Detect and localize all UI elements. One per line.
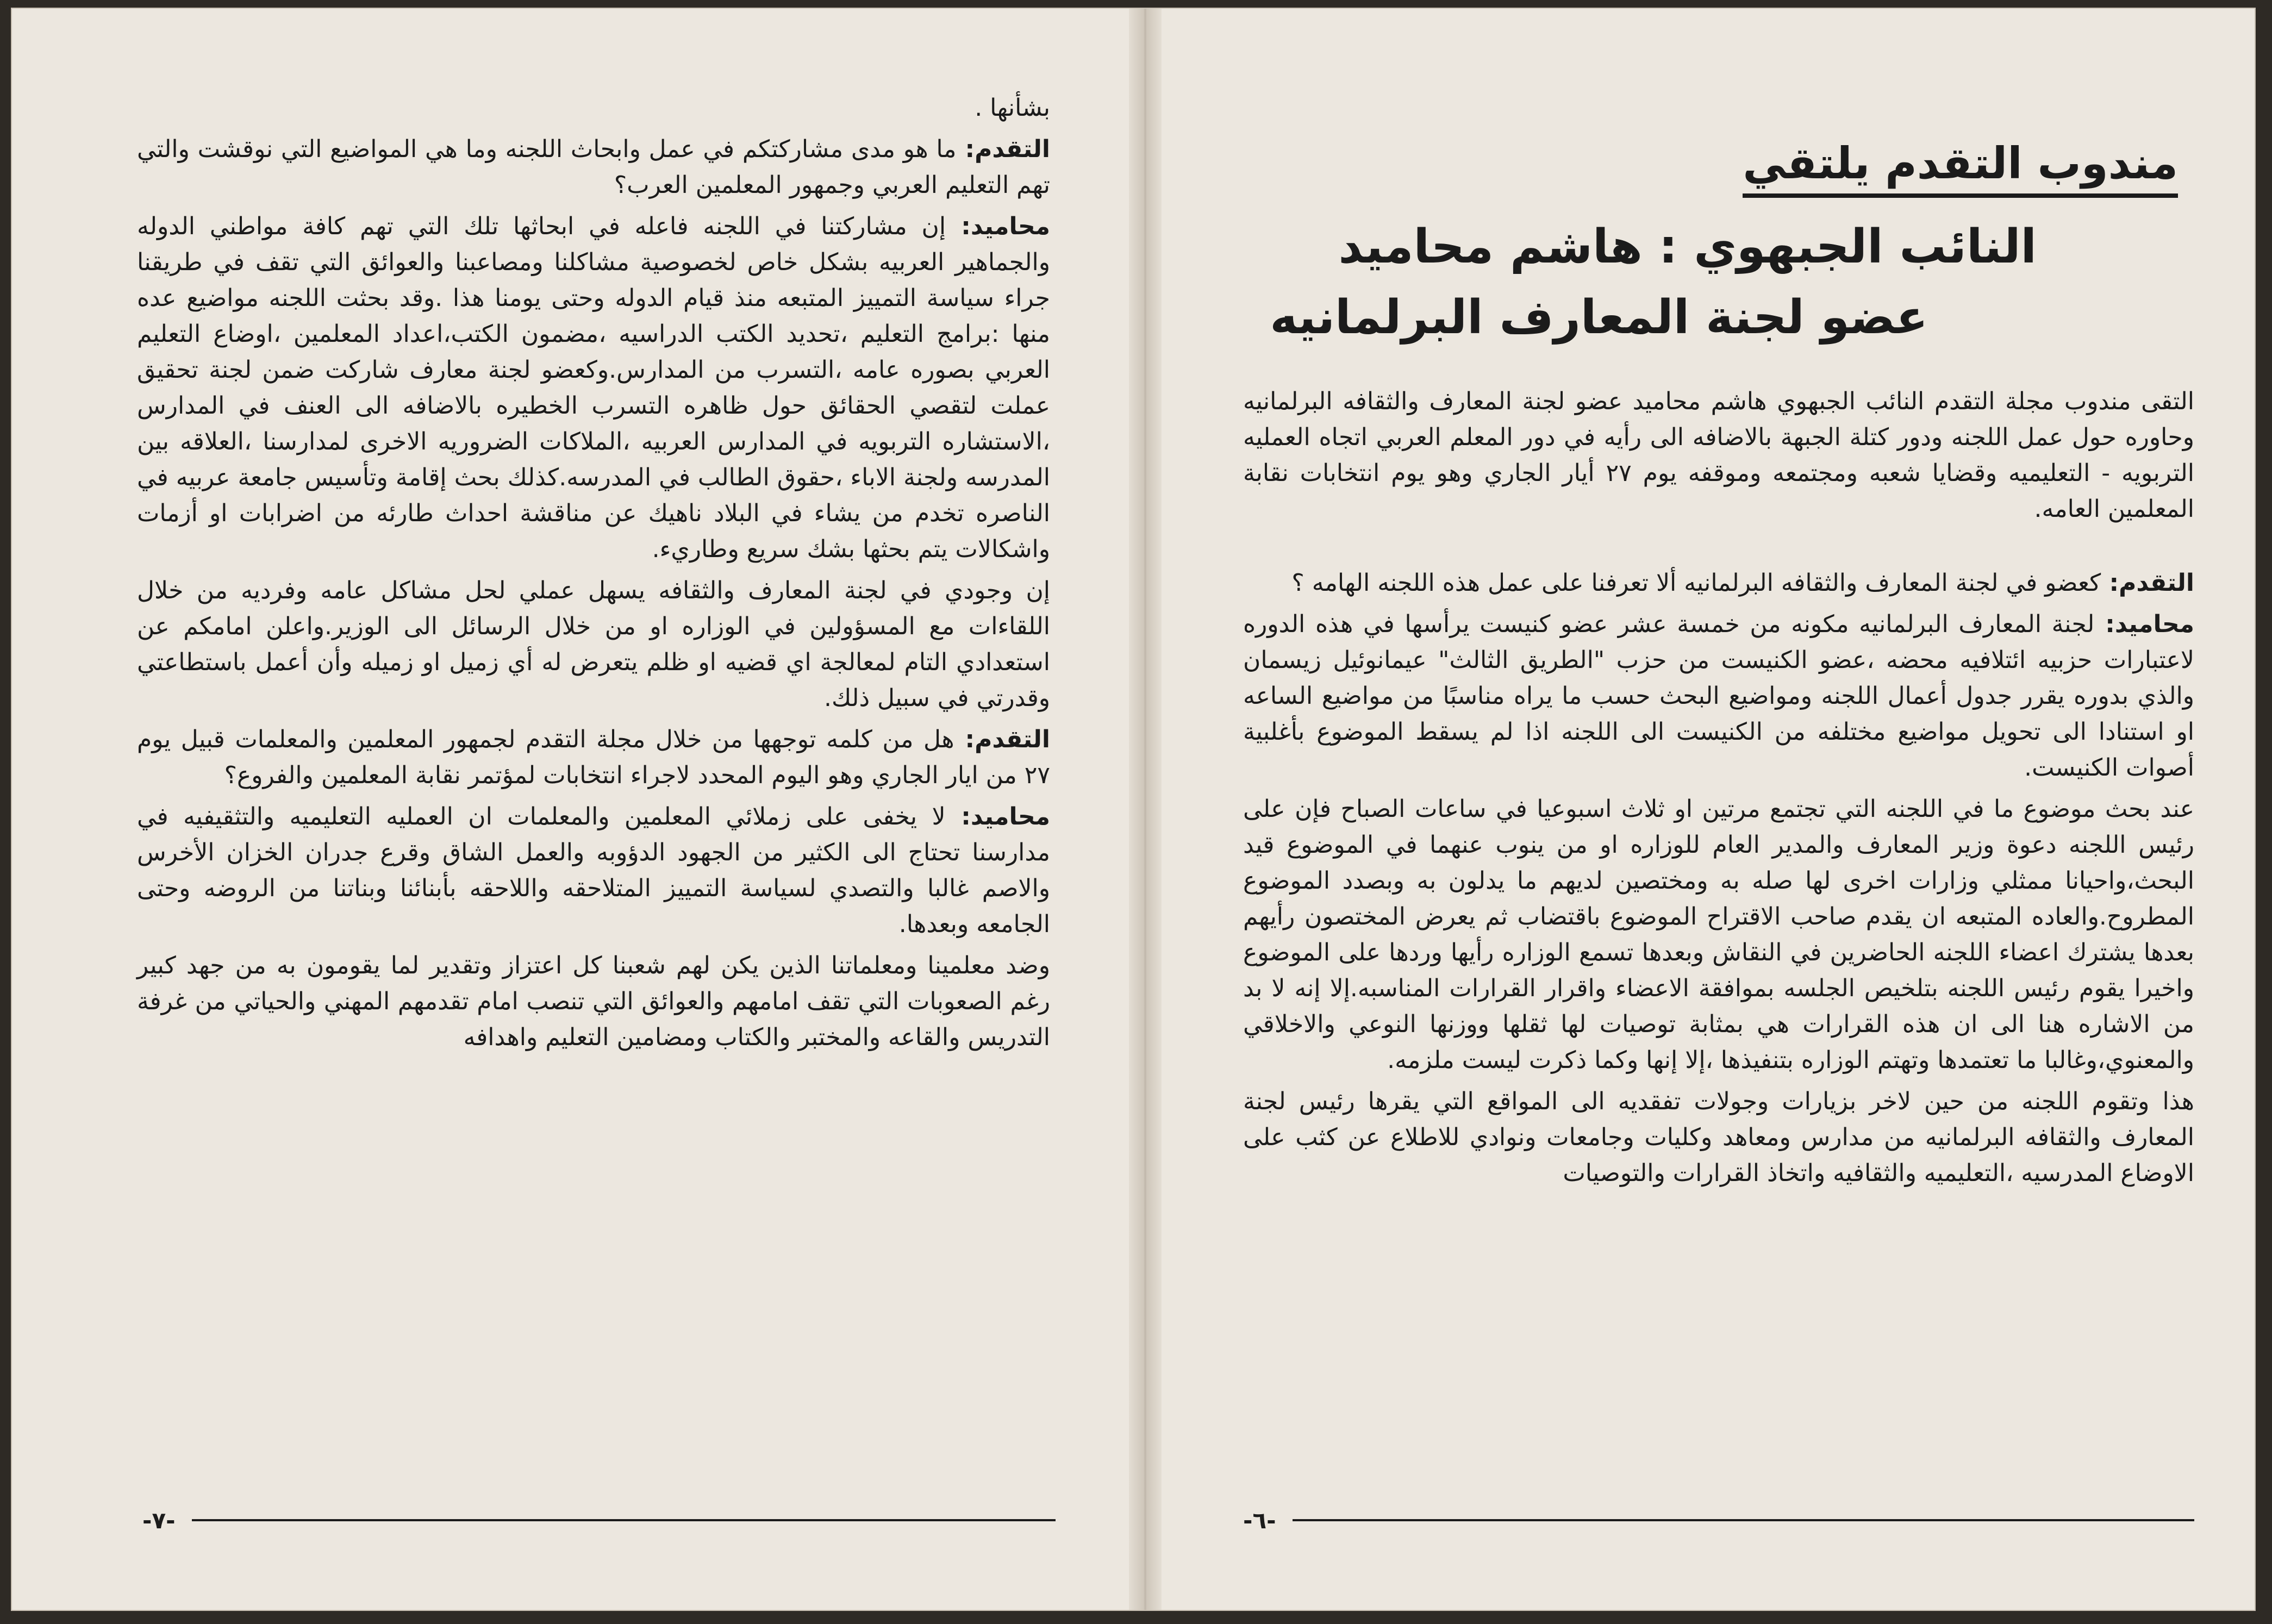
left-page-body xyxy=(137,90,1050,1061)
speaker-label: محاميد: xyxy=(2094,610,2194,638)
footer-rule xyxy=(192,1519,1056,1521)
paragraph-text: عند بحث موضوع ما في اللجنه التي تجتمع مرتين او ثلاث اسبوعيا في ساعات الصباح فإن على رئيس اللجنه دعوة وزير المعارف والمدير العام للوزاره او من ينوب عنهما في الموضوع قيد البحث،واحيانا ممثلي وزارات اخرى لها صله به ومختصين لديهم ما يدلون به وبصدد الموضوع المطروح.والعاده المتبعه ان يقدم صاحب الاقتراح الموضوع باقتضاب ثم يعرض المختصون رأيهم بعدها يشترك اعضاء اللجنه الحاضرين في النقاش وبعدها تسمع الوزاره رأيها وردها على الموضوع واخيرا يقوم رئيس اللجنه بتلخيص الجلسه بموافقة الاعضاء واقرار القرارات المناسبه.إلا إنه لا بد من الاشاره هنا الى ان هذه القرارات هي بمثابة توصيات لها ثقلها ووزنها النوعي والاخلاقي والمعنوي،وغالبا ما تعتمدها وتهتم الوزاره بتنفيذها ،إلا إنها وكما ذكرت ليست ملزمه. xyxy=(1243,795,2194,1074)
paragraph xyxy=(1243,1084,2194,1191)
booklet-spread xyxy=(11,8,2256,1611)
paragraph-text: ما هو مدى مشاركتكم في عمل وابحاث اللجنه وما هي المواضيع التي نوقشت والتي تهم التعليم العربي وجمهور المعلمين العرب؟ xyxy=(137,135,1050,199)
heading-subtitle: عضو لجنة المعارف البرلمانيه xyxy=(1270,290,1928,345)
page-footer xyxy=(142,1507,1056,1534)
page-left xyxy=(12,9,1129,1610)
page-number: -٦- xyxy=(1243,1507,1276,1534)
paragraph xyxy=(137,799,1050,942)
paragraph xyxy=(1243,384,2194,527)
right-page-body xyxy=(1243,384,2194,1197)
speaker-label: التقدم: xyxy=(954,726,1050,753)
paragraph-text: إن وجودي في لجنة المعارف والثقافه يسهل عملي لحل مشاكل عامه وفرديه من خلال اللقاءات مع المسؤولين في الوزاره او من خلال الرسائل الى الوزير.واعلن امامكم عن استعدادي التام لمعالجة اي قضيه او ظلم يتعرض له أي زميل او زميله وأن أعمل باستطاعتي وقدرتي في سبيل ذلك. xyxy=(137,577,1050,712)
paragraph-text: هل من كلمه توجهها من خلال مجلة التقدم لجمهور المعلمين والمعلمات قبيل يوم ٢٧ من ايار الجاري وهو اليوم المحدد لاجراء انتخابات لمؤتمر نقابة المعلمين والفروع؟ xyxy=(137,726,1050,789)
paragraph-text: لا يخفى على زملائي المعلمين والمعلمات ان العمليه التعليميه والتثقيفيه في مدارسنا تحتاج الى الكثير من الجهود الدؤوبه والعمل الشاق وقرع جدران الخزان الأخرس والاصم غالبا والتصدي لسياسة التمييز المتلاحقه واللاحقه بأبنائنا وبناتنا من الروضه وحتى الجامعه وبعدها. xyxy=(137,803,1050,938)
speaker-label: محاميد: xyxy=(946,213,1050,240)
heading-kicker: مندوب التقدم يلتقي xyxy=(1743,134,2178,198)
paragraph-text: كعضو في لجنة المعارف والثقافه البرلمانيه ألا تعرفنا على عمل هذه اللجنه الهامه ؟ xyxy=(1291,569,2101,597)
speaker-label: التقدم: xyxy=(2101,569,2194,597)
paragraph xyxy=(137,90,1050,126)
page-footer xyxy=(1243,1507,2194,1534)
paragraph-text: إن مشاركتنا في اللجنه فاعله في ابحاثها تلك التي تهم كافة مواطني الدوله والجماهير العربيه بشكل خاص لخصوصية مشاكلنا ومصاعبنا والعوائق التي تقف في طريقنا جراء سياسة التمييز المتبعه منذ قيام الدوله وحتى يومنا هذا .وقد بحثت اللجنه مواضيع عده منها :برامج التعليم ،تحديد الكتب الدراسيه ،مضمون الكتب،اعداد المعلمين ،اوضاع التعليم العربي بصوره عامه ،التسرب من المدارس.وكعضو لجنة معارف شاركت ضمن لجنة تحقيق عملت لتقصي الحقائق حول ظاهره التسرب الخطيره بالاضافه الى العنف في المدارس ،الاستشاره التربويه في المدارس العربيه ،الملاكات الضروريه الاخرى لمدارسنا ،العلاقه بين المدرسه ولجنة الاباء ،حقوق الطالب في المدرسه.كذلك بحث إقامة وتأسيس جامعة عربيه في الناصره تخدم من يشاء في البلاد ناهيك عن مناقشة احداث طارئه من اضرابات او أزمات واشكالات يتم بحثها بشك سريع وطاريء. xyxy=(137,213,1050,563)
heading-title: النائب الجبهوي : هاشم محاميد xyxy=(1338,220,2037,274)
page-gutter xyxy=(1129,9,1162,1610)
speaker-label: التقدم: xyxy=(956,135,1051,163)
paragraph-text: وضد معلمينا ومعلماتنا الذين يكن لهم شعبنا كل اعتزاز وتقدير لما يقومون به من جهد كبير رغم الصعوبات التي تقف امامهم والعوائق التي تنصب امام تقدمهم المهني والحياتي من غرفة التدريس والقاعه والمختبر والكتاب ومضامين التعليم واهدافه xyxy=(137,952,1050,1051)
article-heading xyxy=(1243,134,2200,350)
paragraph xyxy=(137,573,1050,716)
paragraph-text: بشأنها . xyxy=(975,94,1050,122)
paragraph xyxy=(1243,607,2194,786)
speaker-label: محاميد: xyxy=(945,803,1050,830)
page-number: -٧- xyxy=(142,1507,176,1534)
paragraph-text: لجنة المعارف البرلمانيه مكونه من خمسة عشر عضو كنيست يرأسها في هذه الدوره لاعتبارات حزبيه ائتلافيه محضه ،عضو الكنيست من حزب "الطريق الثالث" عيمانوئيل زيسمان والذي بدوره يقرر جدول أعمال اللجنه ومواضيع البحث حسب ما يراه مناسبًا من مواضيع الساعه او استنادا الى تحويل مواضيع مختلفه من الكنيست الى اللجنه اذا لم يسقط الموضوع بأغلبية أصوات الكنيست. xyxy=(1243,610,2194,782)
page-right xyxy=(1162,9,2257,1610)
paragraph xyxy=(137,209,1050,567)
paragraph xyxy=(137,722,1050,794)
paragraph xyxy=(137,132,1050,203)
paragraph-text: هذا وتقوم اللجنه من حين لاخر بزيارات وجولات تفقديه الى المواقع التي يقرها رئيس لجنة المعارف والثقافه البرلمانيه من مدارس ومعاهد وكليات وجامعات ونوادي للاطلاع عن كثب على الاوضاع المدرسيه ،التعليميه والثقافيه واتخاذ القرارات والتوصيات xyxy=(1243,1088,2194,1187)
paragraph xyxy=(1243,791,2194,1078)
footer-rule xyxy=(1293,1519,2194,1521)
paragraph-text: التقى مندوب مجلة التقدم النائب الجبهوي هاشم محاميد عضو لجنة المعارف والثقافه البرلمانيه وحاوره حول عمل اللجنه ودور كتلة الجبهة بالاضافه الى رأيه في دور المعلم العربي اتجاه العمليه التربويه - التعليميه وقضايا شعبه ومجتمعه وموقفه يوم ٢٧ أيار الجاري وهو يوم انتخابات نقابة المعلمين العامه. xyxy=(1243,388,2194,523)
paragraph xyxy=(137,948,1050,1055)
paragraph xyxy=(1243,565,2194,601)
